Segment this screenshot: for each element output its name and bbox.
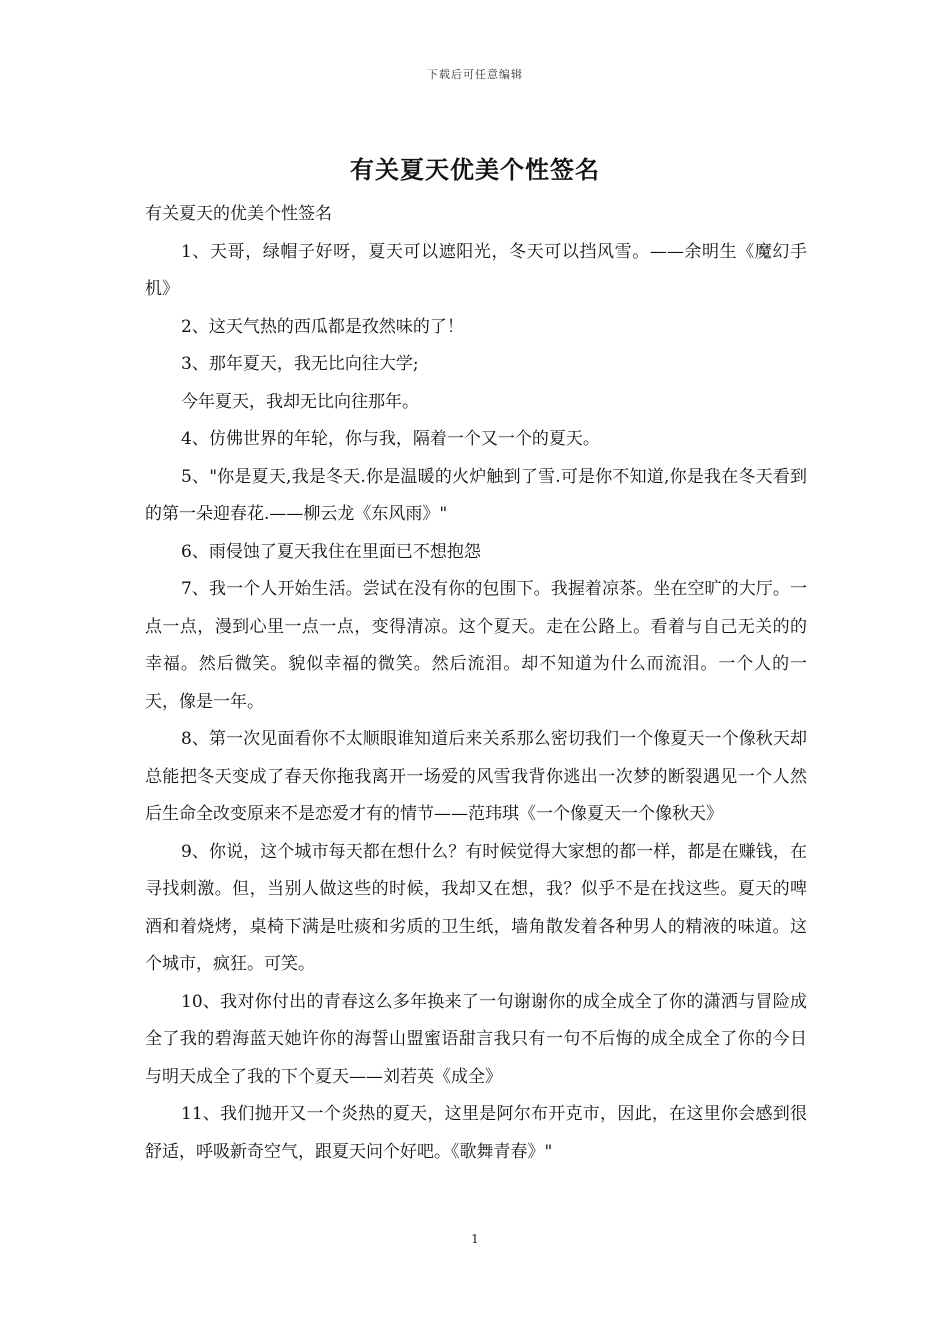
- paragraph-7: 7、我一个人开始生活。尝试在没有你的包围下。我握着凉茶。坐在空旷的大厅。一点一点，漫到心里一点一点，变得清凉。这个夏天。走在公路上。看着与自己无关的的幸福。然后微笑。貌似幸福的微笑。然后流泪。却不知道为什么而流泪。一个人的一天，像是一年。: [145, 579, 807, 712]
- document-body: [145, 196, 807, 1171]
- paragraph-5: 5、"你是夏天,我是冬天.你是温暖的火炉触到了雪.可是你不知道,你是我在冬天看到的第一朵迎春花.——柳云龙《东风雨》": [145, 466, 807, 524]
- paragraph-3-continued: 今年夏天，我却无比向往那年。: [181, 391, 419, 412]
- document-subtitle: 有关夏天的优美个性签名: [145, 204, 332, 224]
- paragraph-9: 9、你说，这个城市每天都在想什么？有时候觉得大家想的都一样，都是在赚钱，在寻找刺激。但，当别人做这些的时候，我却又在想，我？似乎不是在找这些。夏天的啤酒和着烧烤，桌椅下满是吐痰和劣质的卫生纸，墙角散发着各种男人的精液的味道。这个城市，疯狂。可笑。: [145, 841, 807, 974]
- header-note: 下载后可任意编辑: [427, 68, 523, 81]
- paragraph-11: 11、我们抛开又一个炎热的夏天，这里是阿尔布开克市，因此，在这里你会感到很舒适，呼吸新奇空气，跟夏天问个好吧。《歌舞青春》": [145, 1104, 807, 1162]
- page-number: 1: [471, 1232, 479, 1246]
- paragraph-8: 8、第一次见面看你不太顺眼谁知道后来关系那么密切我们一个像夏天一个像秋天却总能把冬天变成了春天你拖我离开一场爱的风雪我背你逃出一次梦的断裂遇见一个人然后生命全改变原来不是恋爱才有的情节——范玮琪《一个像夏天一个像秋天》: [145, 729, 807, 824]
- paragraph-1: 1、天哥，绿帽子好呀，夏天可以遮阳光，冬天可以挡风雪。——余明生《魔幻手机》: [145, 241, 807, 299]
- paragraph-10: 10、我对你付出的青春这么多年换来了一句谢谢你的成全成全了你的潇洒与冒险成全了我的碧海蓝天她许你的海誓山盟蜜语甜言我只有一句不后悔的成全成全了你的今日与明天成全了我的下个夏天——刘若英《成全》: [145, 991, 807, 1087]
- paragraph-2: 2、这天气热的西瓜都是孜然味的了！: [181, 316, 464, 337]
- paragraph-6: 6、雨侵蚀了夏天我住在里面已不想抱怨: [181, 541, 481, 562]
- paragraph-3: 3、那年夏天，我无比向往大学;: [181, 354, 419, 374]
- document-title: 有关夏天优美个性签名: [350, 155, 600, 184]
- paragraph-4: 4、仿佛世界的年轮，你与我，隔着一个又一个的夏天。: [181, 429, 600, 449]
